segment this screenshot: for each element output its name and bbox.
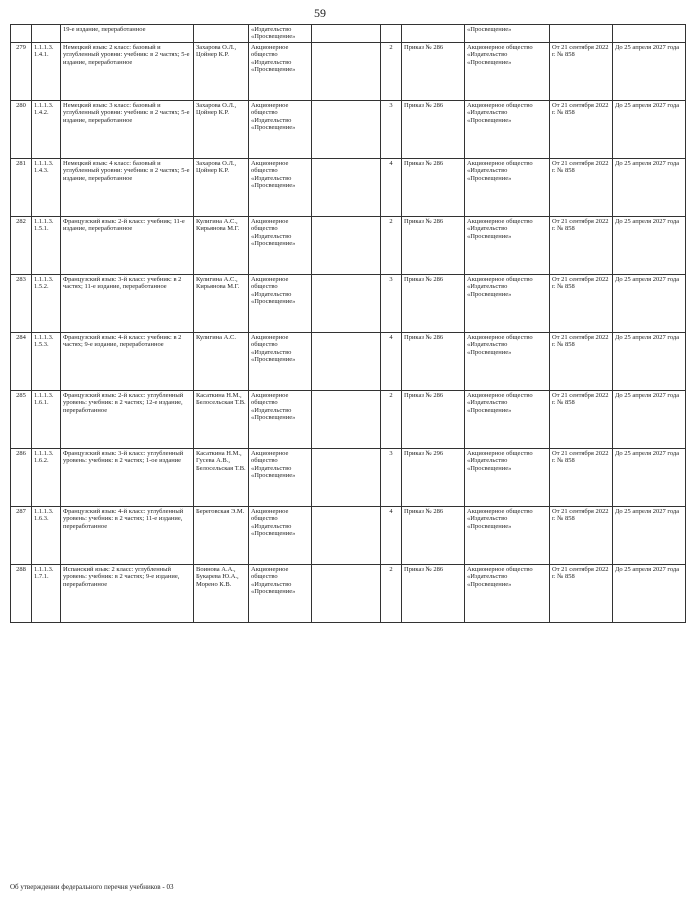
cell-publisher: Акционерное общество «Издательство «Просвещение» bbox=[249, 390, 312, 448]
cell-authors: Береговская Э.М. bbox=[194, 506, 249, 564]
cell-code: 1.1.1.3. 1.4.2. bbox=[32, 100, 61, 158]
cell-order: Приказ № 286 bbox=[402, 564, 465, 622]
cell-class: 3 bbox=[381, 274, 402, 332]
cell-title: Французский язык: 3-й класс: учебник: в 2 частях; 11-е издание, переработанное bbox=[61, 274, 194, 332]
cell-title: Французский язык: 3-й класс: углубленный уровень: учебник: в 2 частях; 1-ое издание bbox=[61, 448, 194, 506]
cell-publisher: Акционерное общество «Издательство «Просвещение» bbox=[249, 158, 312, 216]
cell-code: 1.1.1.3. 1.5.2. bbox=[32, 274, 61, 332]
cell-title: Немецкий язык: 2 класс: базовый и углубленный уровни: учебник: в 2 частях; 5-е издание, переработанное bbox=[61, 42, 194, 100]
cell-row-number: 284 bbox=[11, 332, 32, 390]
cell-valid-until: До 25 апреля 2027 года bbox=[613, 216, 686, 274]
cell-gap bbox=[312, 564, 381, 622]
cell-order: Приказ № 296 bbox=[402, 448, 465, 506]
cell-class: 2 bbox=[381, 42, 402, 100]
cell-date: От 21 сентября 2022 г. № 858 bbox=[550, 216, 613, 274]
cell-authors: Захарова О.Л., Цойнер К.Р. bbox=[194, 100, 249, 158]
cell-valid-until: До 25 апреля 2027 года bbox=[613, 42, 686, 100]
cell-organization: Акционерное общество «Издательство «Просвещение» bbox=[465, 390, 550, 448]
cell-class: 4 bbox=[381, 506, 402, 564]
cell-publisher: Акционерное общество «Издательство «Просвещение» bbox=[249, 564, 312, 622]
cell-order: Приказ № 286 bbox=[402, 332, 465, 390]
table-body bbox=[11, 25, 686, 623]
cell-row-number: 281 bbox=[11, 158, 32, 216]
cell-organization: Акционерное общество «Издательство «Просвещение» bbox=[465, 564, 550, 622]
cell-row-number: 285 bbox=[11, 390, 32, 448]
cell-title: Испанский язык: 2 класс: углубленный уровень: учебник: в 2 частях; 9-е издание, переработанное bbox=[61, 564, 194, 622]
cell-date: От 21 сентября 2022 г. № 858 bbox=[550, 448, 613, 506]
cell-authors: Касаткина Н.М., Белосельская Т.В. bbox=[194, 390, 249, 448]
cell-title: Французский язык: 2-й класс: учебник; 11-е издание, переработанное bbox=[61, 216, 194, 274]
cell-order: Приказ № 286 bbox=[402, 42, 465, 100]
cell-organization: Акционерное общество «Издательство «Просвещение» bbox=[465, 216, 550, 274]
cell-class: 4 bbox=[381, 332, 402, 390]
continuation-publisher: «Издательство «Просвещение» bbox=[249, 25, 312, 43]
cell-code: 1.1.1.3. 1.6.2. bbox=[32, 448, 61, 506]
cell-date: От 21 сентября 2022 г. № 858 bbox=[550, 158, 613, 216]
cell-valid-until: До 25 апреля 2027 года bbox=[613, 158, 686, 216]
cell-organization: Акционерное общество «Издательство «Просвещение» bbox=[465, 506, 550, 564]
cell-class: 3 bbox=[381, 100, 402, 158]
cell-order bbox=[402, 25, 465, 43]
cell-order: Приказ № 286 bbox=[402, 216, 465, 274]
table-row bbox=[11, 448, 686, 506]
cell-row-number: 280 bbox=[11, 100, 32, 158]
cell-title: Немецкий язык: 4 класс: базовый и углубленный уровни: учебник: в 2 частях; 5-е издание, переработанное bbox=[61, 158, 194, 216]
cell-gap bbox=[312, 158, 381, 216]
cell-valid-until: До 25 апреля 2027 года bbox=[613, 390, 686, 448]
cell-organization: Акционерное общество «Издательство «Просвещение» bbox=[465, 332, 550, 390]
cell-date: От 21 сентября 2022 г. № 858 bbox=[550, 506, 613, 564]
cell-code: 1.1.1.3. 1.6.1. bbox=[32, 390, 61, 448]
cell-authors: Воинова А.А., Букарева Ю.А., Морено К.В. bbox=[194, 564, 249, 622]
cell-class: 3 bbox=[381, 448, 402, 506]
cell-authors bbox=[194, 25, 249, 43]
cell-date: От 21 сентября 2022 г. № 858 bbox=[550, 564, 613, 622]
table-row bbox=[11, 332, 686, 390]
cell-valid-until: До 25 апреля 2027 года bbox=[613, 506, 686, 564]
cell-order: Приказ № 286 bbox=[402, 100, 465, 158]
table-row bbox=[11, 158, 686, 216]
cell-gap bbox=[312, 100, 381, 158]
textbook-registry-table bbox=[10, 24, 686, 623]
cell-title: Немецкий язык: 3 класс: базовый и углубленный уровни: учебник: в 2 частях; 5-е издание, переработанное bbox=[61, 100, 194, 158]
cell-title: Французский язык: 2-й класс: углубленный уровень: учебник: в 2 частях; 12-е издание, переработанное bbox=[61, 390, 194, 448]
cell-until bbox=[613, 25, 686, 43]
cell-organization: Акционерное общество «Издательство «Просвещение» bbox=[465, 274, 550, 332]
table-row bbox=[11, 274, 686, 332]
cell-publisher: Акционерное общество «Издательство «Просвещение» bbox=[249, 42, 312, 100]
cell-gap bbox=[312, 390, 381, 448]
cell-authors: Захарова О.Л., Цойнер К.Р. bbox=[194, 42, 249, 100]
cell-valid-until: До 25 апреля 2027 года bbox=[613, 448, 686, 506]
cell-gap bbox=[312, 216, 381, 274]
cell-class: 4 bbox=[381, 158, 402, 216]
cell-publisher: Акционерное общество «Издательство «Просвещение» bbox=[249, 216, 312, 274]
cell-title: Французский язык: 4-й класс: углубленный уровень: учебник: в 2 частях; 11-е издание, переработанное bbox=[61, 506, 194, 564]
cell-date: От 21 сентября 2022 г. № 858 bbox=[550, 42, 613, 100]
cell-publisher: Акционерное общество «Издательство «Просвещение» bbox=[249, 332, 312, 390]
cell-publisher: Акционерное общество «Издательство «Просвещение» bbox=[249, 506, 312, 564]
cell-class: 2 bbox=[381, 216, 402, 274]
cell-code: 1.1.1.3. 1.5.3. bbox=[32, 332, 61, 390]
cell-publisher: Акционерное общество «Издательство «Просвещение» bbox=[249, 274, 312, 332]
cell-row-number: 279 bbox=[11, 42, 32, 100]
cell-order: Приказ № 286 bbox=[402, 506, 465, 564]
cell-code: 1.1.1.3. 1.5.1. bbox=[32, 216, 61, 274]
cell-code: 1.1.1.3. 1.4.1. bbox=[32, 42, 61, 100]
table-row bbox=[11, 506, 686, 564]
cell-gap bbox=[312, 25, 381, 43]
cell-gap bbox=[312, 42, 381, 100]
textbook-table-container bbox=[10, 24, 680, 623]
cell-date bbox=[550, 25, 613, 43]
continuation-org: «Просвещение» bbox=[465, 25, 550, 43]
cell-date: От 21 сентября 2022 г. № 858 bbox=[550, 390, 613, 448]
continuation-title: 19-е издание, переработанное bbox=[61, 25, 194, 43]
cell-no bbox=[11, 25, 32, 43]
cell-class: 2 bbox=[381, 564, 402, 622]
cell-class: 2 bbox=[381, 390, 402, 448]
continuation-row bbox=[11, 25, 686, 43]
page-number: 59 bbox=[314, 6, 326, 20]
footer-note: Об утверждении федерального перечня учебников - 03 bbox=[10, 883, 174, 891]
table-row bbox=[11, 100, 686, 158]
cell-valid-until: До 25 апреля 2027 года bbox=[613, 332, 686, 390]
cell-publisher: Акционерное общество «Издательство «Просвещение» bbox=[249, 448, 312, 506]
table-row bbox=[11, 564, 686, 622]
cell-valid-until: До 25 апреля 2027 года bbox=[613, 274, 686, 332]
cell-authors: Касаткина Н.М., Гусева А.В., Белосельская Т.В. bbox=[194, 448, 249, 506]
cell-code: 1.1.1.3. 1.4.3. bbox=[32, 158, 61, 216]
cell-organization: Акционерное общество «Издательство «Просвещение» bbox=[465, 42, 550, 100]
cell-code: 1.1.1.3. 1.7.1. bbox=[32, 564, 61, 622]
cell-date: От 21 сентября 2022 г. № 858 bbox=[550, 274, 613, 332]
cell-row-number: 288 bbox=[11, 564, 32, 622]
cell-row-number: 283 bbox=[11, 274, 32, 332]
cell-order: Приказ № 286 bbox=[402, 390, 465, 448]
cell-organization: Акционерное общество «Издательство «Просвещение» bbox=[465, 448, 550, 506]
cell-row-number: 287 bbox=[11, 506, 32, 564]
cell-order: Приказ № 286 bbox=[402, 274, 465, 332]
table-row bbox=[11, 216, 686, 274]
cell-organization: Акционерное общество «Издательство «Просвещение» bbox=[465, 100, 550, 158]
cell-valid-until: До 25 апреля 2027 года bbox=[613, 564, 686, 622]
cell-code bbox=[32, 25, 61, 43]
cell-date: От 21 сентября 2022 г. № 858 bbox=[550, 332, 613, 390]
cell-code: 1.1.1.3. 1.6.3. bbox=[32, 506, 61, 564]
table-row bbox=[11, 42, 686, 100]
cell-authors: Кулигина А.С. bbox=[194, 332, 249, 390]
cell-gap bbox=[312, 332, 381, 390]
cell-title: Французский язык: 4-й класс: учебник: в 2 частях; 9-е издание, переработанное bbox=[61, 332, 194, 390]
cell-row-number: 282 bbox=[11, 216, 32, 274]
cell-publisher: Акционерное общество «Издательство «Просвещение» bbox=[249, 100, 312, 158]
cell-organization: Акционерное общество «Издательство «Просвещение» bbox=[465, 158, 550, 216]
cell-order: Приказ № 286 bbox=[402, 158, 465, 216]
cell-authors: Кулигина А.С., Кирьянова М.Г. bbox=[194, 216, 249, 274]
cell-valid-until: До 25 апреля 2027 года bbox=[613, 100, 686, 158]
cell-date: От 21 сентября 2022 г. № 858 bbox=[550, 100, 613, 158]
cell-class bbox=[381, 25, 402, 43]
cell-row-number: 286 bbox=[11, 448, 32, 506]
cell-authors: Кулигина А.С., Кирьянова М.Г. bbox=[194, 274, 249, 332]
cell-gap bbox=[312, 448, 381, 506]
cell-authors: Захарова О.Л., Цойнер К.Р. bbox=[194, 158, 249, 216]
cell-gap bbox=[312, 274, 381, 332]
cell-gap bbox=[312, 506, 381, 564]
table-row bbox=[11, 390, 686, 448]
